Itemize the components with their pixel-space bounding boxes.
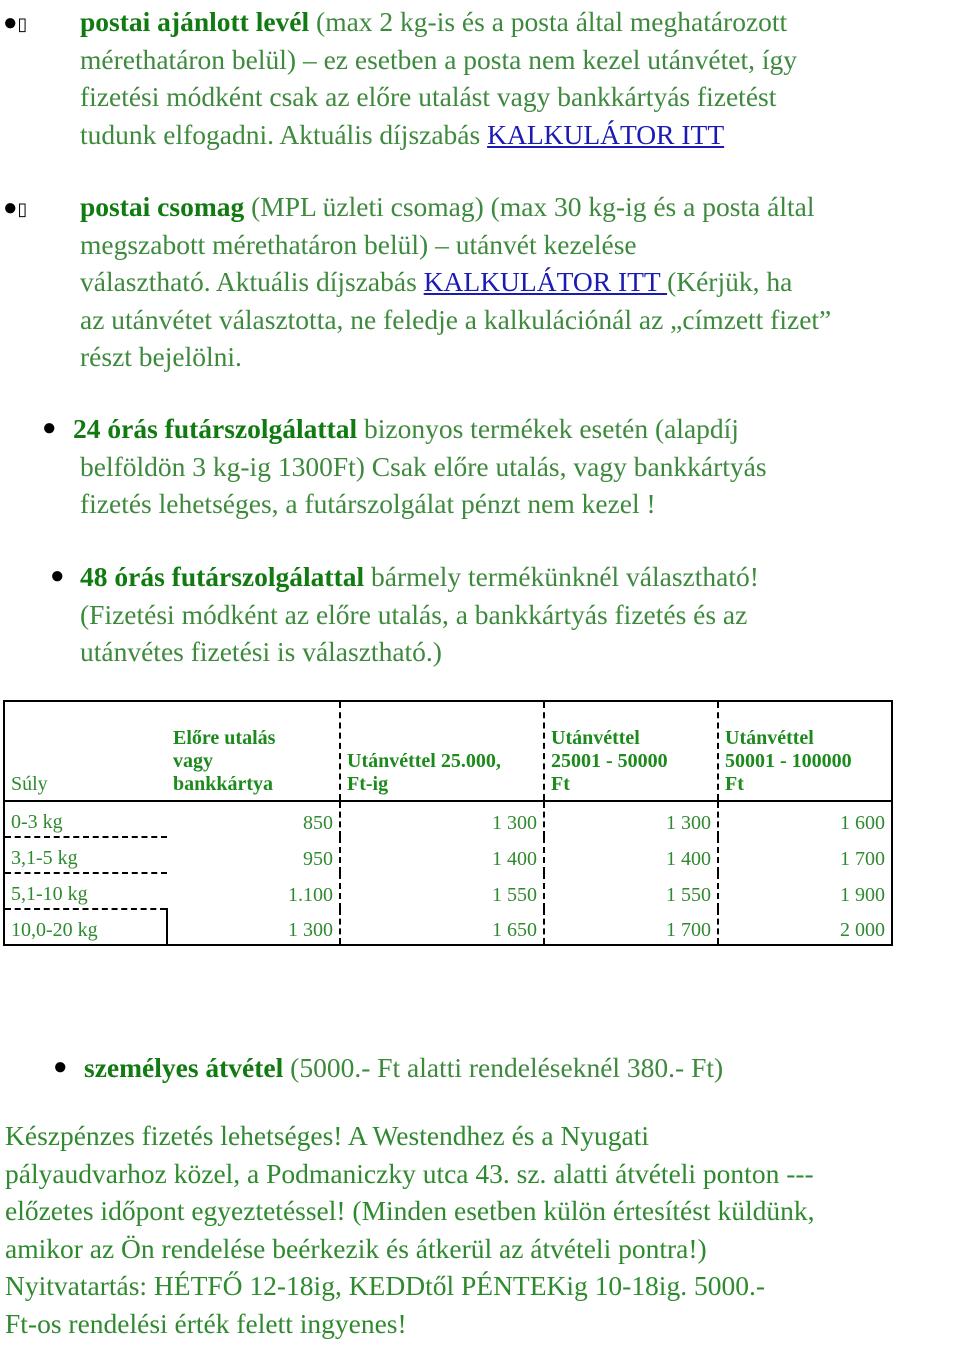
table-row <box>4 837 892 873</box>
option-text: belföldön 3 kg-ig 1300Ft) Csak előre utalás, vagy bankkártyás <box>80 450 767 482</box>
header-line: 50001 - 100000 <box>725 750 852 772</box>
option-text: tudunk elfogadni. Aktuális díjszabás <box>80 118 488 150</box>
option-text: (Fizetési módként az előre utalás, a bankkártyás fizetés és az <box>80 598 748 630</box>
cod1-cell: 1 400 <box>340 837 544 873</box>
option-text: részt bejelölni. <box>80 341 242 372</box>
option-text: (5000.- Ft alatti rendeléseknél 380.- Ft) <box>283 1052 724 1083</box>
opening-hours: Nyitvatartás: HÉTFŐ 12-18ig, KEDDtől PÉNTEKig 10-18ig. 5000.- <box>5 1270 765 1301</box>
cod-50000-header <box>544 701 718 801</box>
weight-cell: 3,1-5 kg <box>4 837 167 873</box>
bullet-icon: ●▯ <box>3 10 28 36</box>
option-text: bármely termékünknél választható! <box>364 561 759 592</box>
cod2-cell: 1 700 <box>544 909 718 945</box>
bullet-icon: ● <box>53 1054 68 1080</box>
prepay-header <box>167 701 340 801</box>
missing-glyph-icon: ▯ <box>17 14 28 35</box>
pickup-info-paragraph <box>5 1117 960 1342</box>
cod1-cell: 1 300 <box>340 801 544 837</box>
missing-glyph-icon: ▯ <box>17 199 28 220</box>
header-line: Ft-ig <box>347 773 389 795</box>
prepay-cell: 1.100 <box>167 873 340 909</box>
cod3-cell: 1 900 <box>718 873 892 909</box>
option-text: (MPL üzleti csomag) (max 30 kg-ig és a posta által <box>244 191 815 222</box>
option-title: 48 órás futárszolgálattal <box>80 561 365 592</box>
header-line: bankkártya <box>173 773 274 795</box>
option-text: fizetési módként csak az előre utalást vagy bankkártyás fizetést <box>80 81 777 112</box>
info-line: előzetes időpont egyeztetéssel! (Minden esetben külön értesítést küldünk, <box>5 1195 815 1226</box>
cod3-cell: 2 000 <box>718 909 892 945</box>
option-title: 24 órás futárszolgálattal <box>73 413 358 444</box>
header-line: Ft <box>725 773 744 795</box>
header-line: vagy <box>173 750 213 772</box>
option-title: postai ajánlott levél <box>80 6 310 37</box>
info-line: amikor az Ön rendelése beérkezik és átkerül az átvételi pontra!) <box>5 1232 707 1264</box>
cod-25000-header <box>340 701 544 801</box>
header-line: Utánvéttel <box>725 727 814 749</box>
table-row <box>4 801 892 837</box>
header-line: Előre utalás <box>173 727 276 749</box>
option-text: választható. Aktuális díjszabás <box>80 266 424 297</box>
cod2-cell: 1 550 <box>544 873 718 909</box>
option-text: mérethatáron belül) – ez esetben a posta nem kezel utánvétet, így <box>80 43 797 75</box>
header-line: 25001 - 50000 <box>551 750 668 772</box>
bullet-icon: ● <box>50 563 65 589</box>
bullet-icon: ●▯ <box>3 195 28 221</box>
weight-header: Súly <box>4 701 167 801</box>
option-text: bizonyos termékek esetén (alapdíj <box>357 413 739 444</box>
weight-cell: 0-3 kg <box>4 801 167 837</box>
prepay-cell: 950 <box>167 837 340 873</box>
option-text: utánvétes fizetési is választható.) <box>80 636 442 667</box>
header-line: Ft <box>551 773 570 795</box>
option-text: fizetés lehetséges, a futárszolgálat pénzt nem kezel ! <box>80 488 656 519</box>
info-line: pályaudvarhoz közel, a Podmaniczky utca 43. sz. alatti átvételi ponton --- <box>5 1157 814 1189</box>
option-title: személyes átvétel <box>84 1052 284 1083</box>
cod2-cell: 1 300 <box>544 801 718 837</box>
option-text: (Kérjük, ha <box>667 266 793 297</box>
prepay-cell: 1 300 <box>167 909 340 945</box>
shipping-rates-table <box>3 700 893 946</box>
weight-cell: 10,0-20 kg <box>4 909 167 945</box>
weight-cell: 5,1-10 kg <box>4 873 167 909</box>
info-line: Készpénzes fizetés lehetséges! A Westendhez és a Nyugati <box>5 1120 650 1151</box>
calculator-link[interactable]: KALKULÁTOR ITT <box>487 118 725 150</box>
cod2-cell: 1 400 <box>544 837 718 873</box>
table-row <box>4 873 892 909</box>
cod3-cell: 1 600 <box>718 801 892 837</box>
option-text: az utánvétet választotta, ne feledje a kalkulációnál az „címzett fizet” <box>80 303 832 335</box>
option-text: megszabott mérethatáron belül) – utánvét kezelése <box>80 228 637 260</box>
cod3-cell: 1 700 <box>718 837 892 873</box>
cod1-cell: 1 650 <box>340 909 544 945</box>
cod1-cell: 1 550 <box>340 873 544 909</box>
bullet-icon: ● <box>42 415 57 441</box>
header-line: Utánvéttel 25.000, <box>347 750 501 772</box>
cod-100000-header <box>718 701 892 801</box>
header-line: Utánvéttel <box>551 727 640 749</box>
info-line: Ft-os rendelési érték felett ingyenes! <box>5 1307 407 1339</box>
prepay-cell: 850 <box>167 801 340 837</box>
table-header-row <box>4 701 892 801</box>
option-title: postai csomag <box>80 191 245 222</box>
table-row <box>4 909 892 945</box>
option-text: (max 2 kg-is és a posta által meghatározott <box>309 6 788 37</box>
calculator-link[interactable]: KALKULÁTOR ITT <box>423 266 668 297</box>
